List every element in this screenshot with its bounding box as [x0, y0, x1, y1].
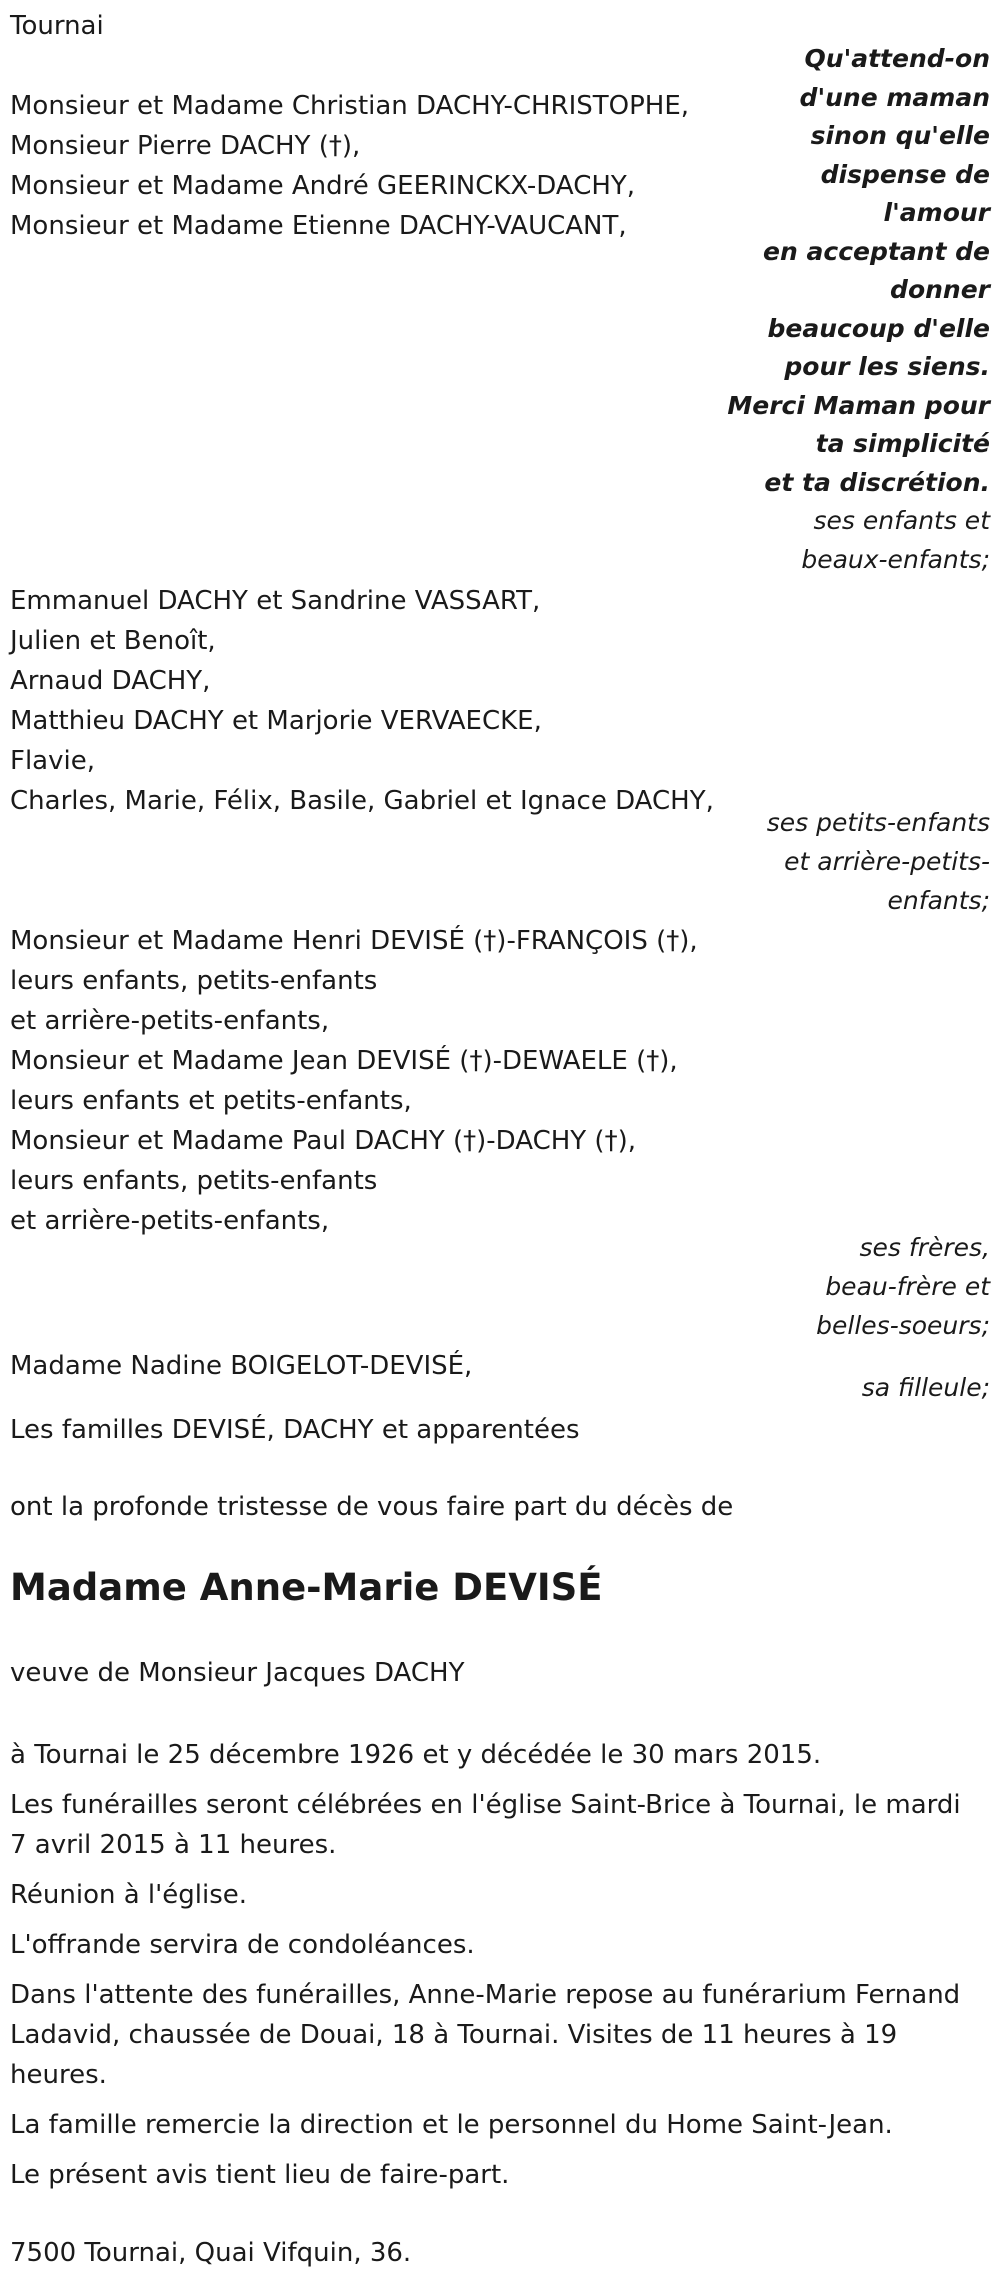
siblings-name: et arrière-petits-enfants,	[10, 1206, 330, 1236]
funerarium-text: Dans l'attente des funérailles, Anne-Marie repose au funérarium Fernand Ladavid, chaussée de Douai, 18 à Tournai. Visites de 11 heures à 19 heures.	[10, 1980, 961, 2090]
quote-line: Merci Maman pour	[727, 390, 990, 420]
siblings-name: et arrière-petits-enfants,	[10, 1006, 330, 1036]
grandchildren-name: Charles, Marie, Félix, Basile, Gabriel et Ignace DACHY,	[10, 786, 714, 816]
siblings-name: Monsieur et Madame Paul DACHY (†)-DACHY (†),	[10, 1126, 636, 1156]
siblings-name: Monsieur et Madame Henri DEVISÉ (†)-FRANÇOIS (†),	[10, 926, 698, 956]
children-name: Monsieur et Madame Christian DACHY-CHRISTOPHE,	[10, 91, 690, 121]
quote-line: l'amour	[883, 198, 990, 227]
grandchildren-name: Matthieu DACHY et Marjorie VERVAECKE,	[10, 706, 542, 736]
thanks-text: La famille remercie la direction et le personnel du Home Saint-Jean.	[10, 2110, 893, 2140]
grandchildren-name: Arnaud DACHY,	[10, 666, 211, 696]
grandchildren-label: et arrière-petits-	[784, 847, 990, 876]
quote-line: d'une maman	[799, 82, 990, 112]
siblings-name: leurs enfants, petits-enfants	[10, 1166, 378, 1196]
quote-line: beaucoup d'elle	[767, 313, 990, 343]
children-name: Monsieur Pierre DACHY (†),	[10, 131, 361, 161]
children-label: ses enfants et	[813, 506, 990, 535]
goddaughter-label: sa filleule;	[861, 1373, 990, 1402]
announcement-text: ont la profonde tristesse de vous faire part du décès de	[10, 1492, 734, 1522]
grandchildren-name: Emmanuel DACHY et Sandrine VASSART,	[10, 586, 541, 616]
quote-line: dispense de	[820, 159, 990, 189]
quote-line: Qu'attend-on	[804, 44, 990, 73]
goddaughter-name: Madame Nadine BOIGELOT-DEVISÉ,	[10, 1351, 473, 1381]
notice-text: Le présent avis tient lieu de faire-part.	[10, 2160, 510, 2190]
siblings-label: ses frères,	[859, 1233, 990, 1262]
siblings-label: belles-soeurs;	[816, 1311, 990, 1340]
grandchildren-name: Flavie,	[10, 746, 95, 776]
families-text: Les familles DEVISÉ, DACHY et apparentées	[10, 1415, 580, 1445]
birth-death-text: à Tournai le 25 décembre 1926 et y décédée le 30 mars 2015.	[10, 1740, 822, 1770]
grandchildren-label: ses petits-enfants	[766, 808, 990, 837]
address-text: 7500 Tournai, Quai Vifquin, 36.	[10, 2238, 412, 2268]
deceased-name: Madame Anne-Marie DEVISÉ	[10, 1566, 603, 1609]
grandchildren-label: enfants;	[887, 886, 990, 915]
children-label: beaux-enfants;	[801, 544, 990, 574]
funeral-text: Les funérailles seront célébrées en l'église Saint-Brice à Tournai, le mardi 7 avril 2015 à 11 heures.	[10, 1790, 961, 1860]
siblings-name: leurs enfants et petits-enfants,	[10, 1086, 412, 1116]
quote-line: en acceptant de	[763, 236, 990, 266]
quote-line: donner	[890, 275, 990, 304]
quote-line: et ta discrétion.	[764, 467, 990, 497]
children-name: Monsieur et Madame Etienne DACHY-VAUCANT,	[10, 211, 627, 241]
grandchildren-name: Julien et Benoît,	[10, 626, 216, 656]
condolences-text: L'offrande servira de condoléances.	[10, 1930, 475, 1960]
quote-line: ta simplicité	[815, 429, 990, 458]
gathering-text: Réunion à l'église.	[10, 1880, 248, 1910]
siblings-label: beau-frère et	[825, 1272, 990, 1301]
siblings-name: Monsieur et Madame Jean DEVISÉ (†)-DEWAELE (†),	[10, 1046, 678, 1076]
widow-of-text: veuve de Monsieur Jacques DACHY	[10, 1658, 465, 1688]
quote-line: sinon qu'elle	[810, 121, 990, 150]
quote-line: pour les siens.	[784, 352, 990, 381]
location-text: Tournai	[10, 11, 104, 41]
siblings-name: leurs enfants, petits-enfants	[10, 966, 378, 996]
children-name: Monsieur et Madame André GEERINCKX-DACHY,	[10, 171, 636, 201]
